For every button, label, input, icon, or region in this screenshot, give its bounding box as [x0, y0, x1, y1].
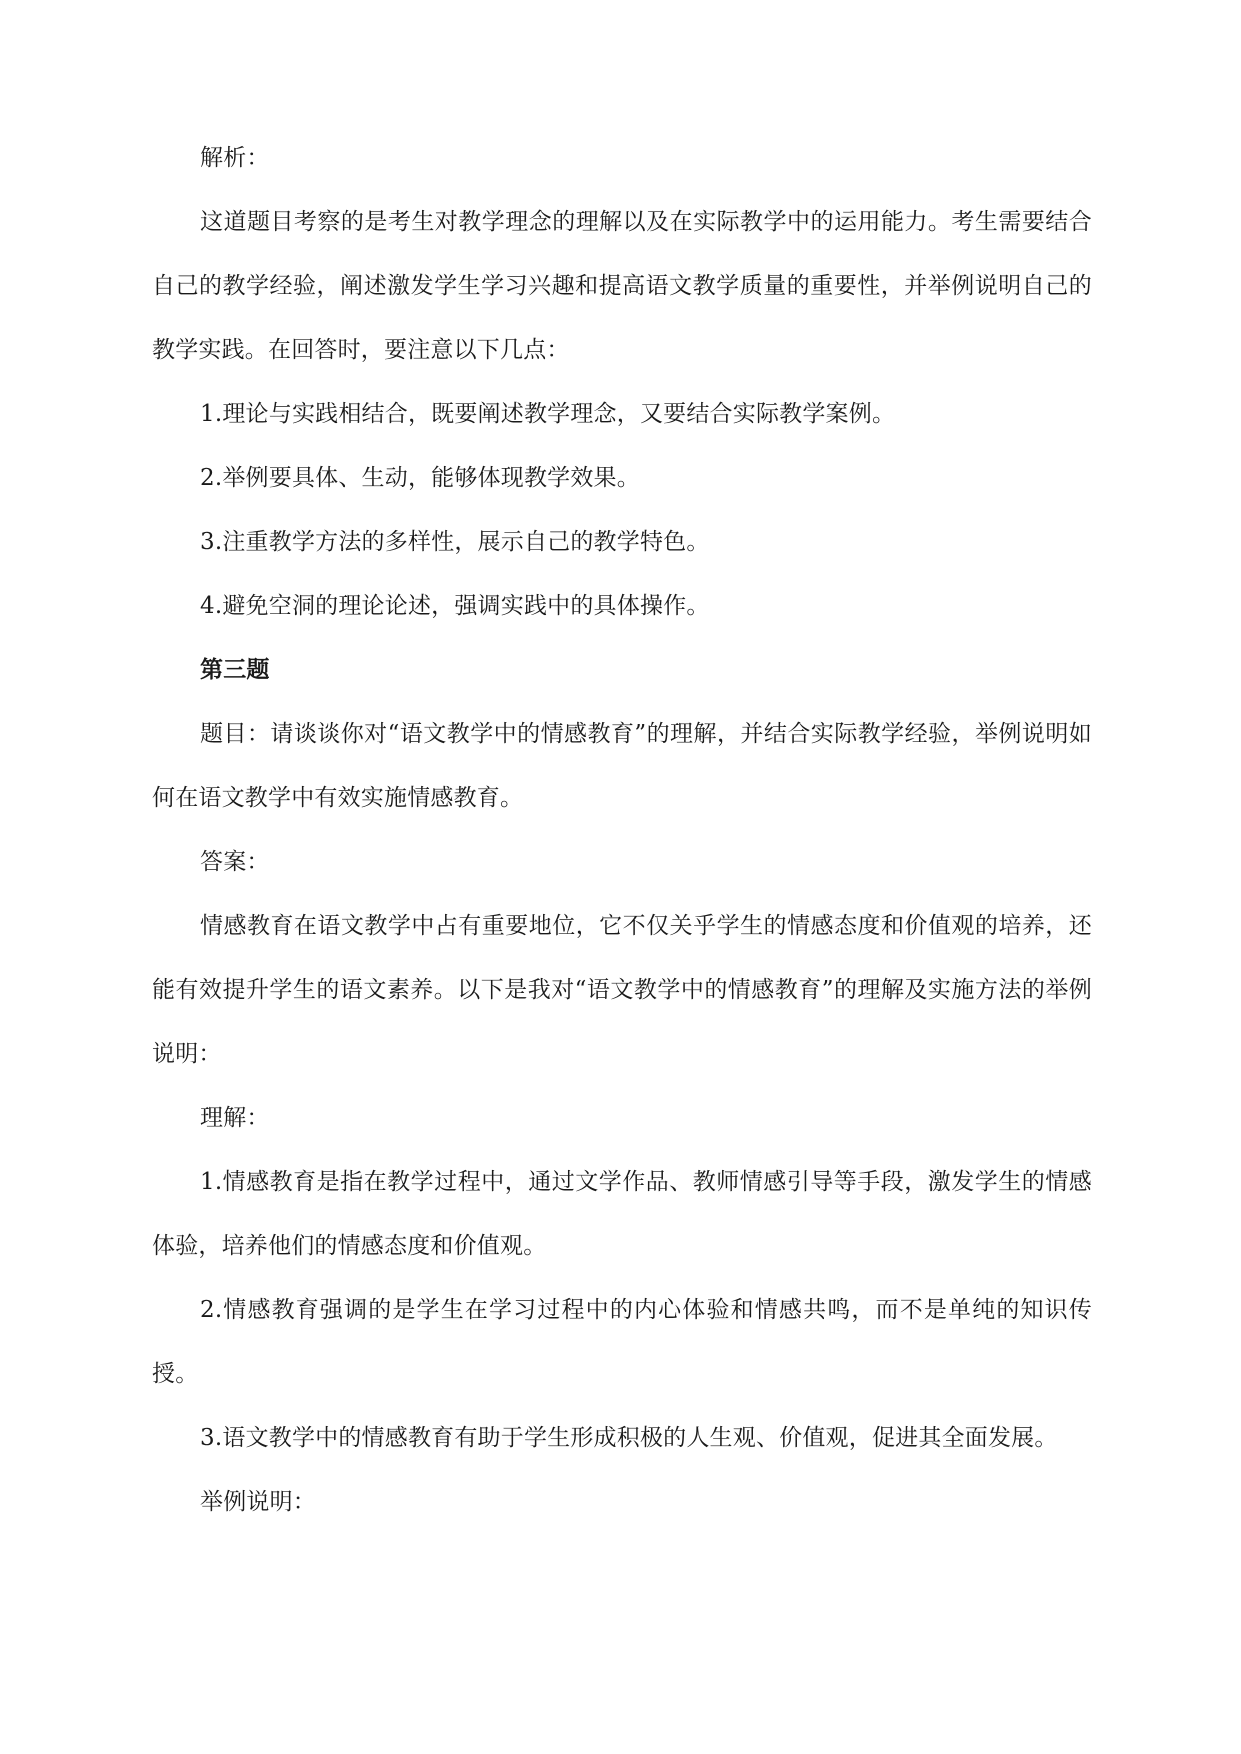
- point-1: 1.理论与实践相结合，既要阐述教学理念，又要结合实际教学案例。: [200, 401, 896, 427]
- question-text: 题目：请谈谈你对“语文教学中的情感教育”的理解，并结合实际教学经验，举例说明如何在语文教学中有效实施情感教育。: [152, 721, 1092, 811]
- document-page: [152, 138, 1092, 1546]
- analysis-label: 解析：: [200, 145, 270, 171]
- example-label: 举例说明：: [200, 1489, 316, 1515]
- understanding-point-2: 2.情感教育强调的是学生在学习过程中的内心体验和情感共鸣，而不是单纯的知识传授。: [152, 1297, 1092, 1387]
- answer-body: 情感教育在语文教学中占有重要地位，它不仅关乎学生的情感态度和价值观的培养，还能有效提升学生的语文素养。以下是我对“语文教学中的情感教育”的理解及实施方法的举例说明：: [152, 913, 1092, 1067]
- section-heading: 第三题: [200, 657, 270, 683]
- point-3: 3.注重教学方法的多样性，展示自己的教学特色。: [200, 529, 710, 555]
- understanding-point-1: 1.情感教育是指在教学过程中，通过文学作品、教师情感引导等手段，激发学生的情感体验，培养他们的情感态度和价值观。: [152, 1169, 1092, 1259]
- point-4: 4.避免空洞的理论论述，强调实践中的具体操作。: [200, 593, 710, 619]
- understanding-point-3: 3.语文教学中的情感教育有助于学生形成积极的人生观、价值观，促进其全面发展。: [200, 1425, 1058, 1451]
- answer-label: 答案：: [200, 849, 270, 875]
- point-2: 2.举例要具体、生动，能够体现教学效果。: [200, 465, 640, 491]
- understanding-label: 理解：: [200, 1105, 270, 1131]
- analysis-body: 这道题目考察的是考生对教学理念的理解以及在实际教学中的运用能力。考生需要结合自己的教学经验，阐述激发学生学习兴趣和提高语文教学质量的重要性，并举例说明自己的教学实践。在回答时，要注意以下几点：: [152, 209, 1092, 363]
